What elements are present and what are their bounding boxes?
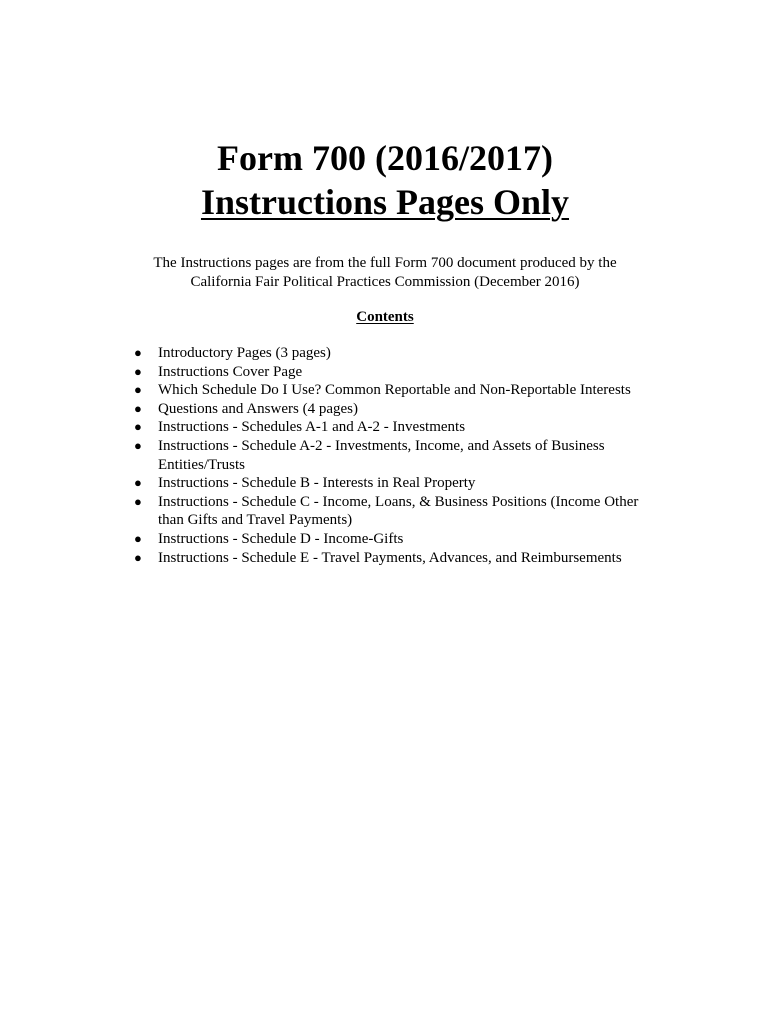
- bullet-icon: ●: [134, 475, 142, 491]
- title-line-2: Instructions Pages Only: [200, 182, 570, 222]
- list-item-text: Which Schedule Do I Use? Common Reportable and Non-Reportable Interests: [158, 382, 631, 399]
- contents-list: [0, 344, 770, 567]
- list-item: [0, 344, 658, 363]
- contents-heading: Contents: [356, 309, 414, 325]
- list-item-text: Instructions - Schedule D - Income-Gifts: [158, 530, 404, 547]
- list-item: [0, 437, 658, 474]
- list-item: [0, 363, 658, 382]
- list-item-text: Instructions Cover Page: [158, 363, 303, 380]
- bullet-icon: ●: [134, 530, 142, 546]
- intro-line-2: California Fair Political Practices Commission (December 2016): [190, 274, 580, 290]
- bullet-icon: ●: [134, 382, 142, 398]
- list-item: [0, 474, 658, 493]
- list-item: [0, 549, 658, 568]
- bullet-icon: ●: [134, 493, 142, 509]
- list-item-text: Instructions - Schedule E - Travel Payments, Advances, and Reimbursements: [158, 549, 622, 566]
- intro-paragraph: [0, 254, 770, 292]
- bullet-icon: ●: [134, 437, 142, 453]
- list-item-text: Introductory Pages (3 pages): [158, 345, 331, 361]
- list-item-text: Instructions - Schedule A-2 - Investments, Income, and Assets of Business Entities/Trusts: [158, 437, 605, 473]
- bullet-icon: ●: [134, 400, 142, 416]
- list-item: [0, 493, 658, 530]
- list-item: [0, 418, 658, 437]
- bullet-icon: ●: [134, 419, 142, 435]
- list-item-text: Instructions - Schedules A-1 and A-2 - Investments: [158, 419, 466, 436]
- document-title: [0, 136, 770, 224]
- list-item-text: Questions and Answers (4 pages): [158, 400, 358, 417]
- list-item-text: Instructions - Schedule B - Interests in Real Property: [158, 475, 476, 492]
- intro-line-1: The Instructions pages are from the full Form 700 document produced by the: [153, 255, 617, 271]
- bullet-icon: ●: [134, 363, 142, 379]
- title-line-1: Form 700 (2016/2017): [217, 138, 553, 178]
- list-item: [0, 400, 658, 419]
- bullet-icon: ●: [134, 345, 142, 360]
- bullet-icon: ●: [134, 549, 142, 565]
- list-item-text: Instructions - Schedule C - Income, Loans, & Business Positions (Income Other than Gifts and Travel Payments): [158, 493, 639, 529]
- list-item: [0, 381, 658, 400]
- list-item: [0, 530, 658, 549]
